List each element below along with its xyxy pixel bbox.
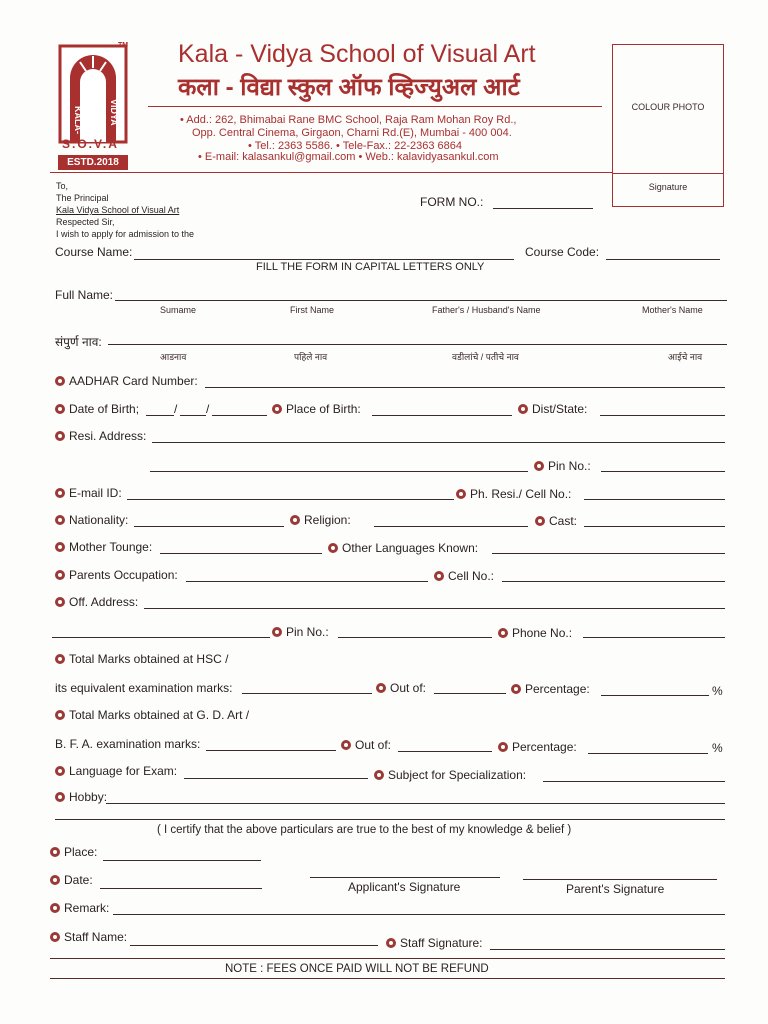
hsc-percentage-field[interactable] — [601, 694, 709, 696]
other-languages-row — [328, 541, 478, 555]
remark-label: Remark: — [64, 901, 110, 915]
dob-year-field[interactable] — [212, 414, 267, 416]
father-hindi-caption: वडीलांचे / पतीचे नाव — [452, 352, 519, 362]
aadhar-label: AADHAR Card Number: — [69, 374, 198, 388]
email-field[interactable] — [127, 498, 454, 500]
logo-sova: S.O.V.A — [62, 137, 119, 151]
note-divider-top — [50, 958, 725, 959]
parent-signature-label: Parent's Signature — [566, 882, 665, 896]
place-of-birth-row — [272, 402, 361, 416]
hsc-label: Total Marks obtained at HSC / — [69, 652, 229, 666]
pin-label: Pin No.: — [548, 459, 591, 473]
date-field[interactable] — [100, 887, 262, 889]
full-name-label: Full Name: — [55, 288, 114, 302]
mother-tounge-label: Mother Tounge: — [69, 540, 153, 554]
dob-row — [55, 402, 139, 416]
bullet-icon — [434, 571, 444, 581]
off-address-label: Off. Address: — [69, 595, 139, 609]
bullet-icon — [55, 376, 65, 386]
bullet-icon — [456, 489, 466, 499]
dob-month-field[interactable] — [180, 414, 206, 416]
other-languages-field[interactable] — [492, 552, 725, 554]
hobby-field-1[interactable] — [106, 802, 725, 804]
subject-spec-field[interactable] — [543, 780, 725, 782]
bullet-icon — [55, 597, 65, 607]
bullet-icon — [55, 431, 65, 441]
email-label: E-mail ID: — [69, 486, 122, 500]
remark-row — [50, 901, 109, 915]
out-of2-label: Out of: — [355, 738, 392, 752]
nationality-label: Nationality: — [69, 513, 129, 527]
off-address-field-2[interactable] — [52, 636, 270, 638]
percentage2-label: Percentage: — [512, 740, 577, 754]
course-code-field[interactable] — [606, 258, 720, 260]
nationality-row — [55, 513, 128, 527]
phone-line: • Tel.: 2363 5586. • Tele-Fax.: 22-2363 6864 — [248, 140, 463, 152]
course-name-field[interactable] — [134, 258, 514, 260]
cast-field[interactable] — [584, 525, 725, 527]
school-title-english: Kala - Vidya School of Visual Art — [178, 40, 536, 68]
mother-hindi-caption: आईचे नाव — [668, 352, 703, 362]
title-divider — [148, 106, 602, 107]
phone-field[interactable] — [583, 636, 725, 638]
place-of-birth-label: Place of Birth: — [286, 402, 361, 416]
bullet-icon — [341, 740, 351, 750]
mother-tounge-field[interactable] — [160, 552, 322, 554]
bullet-icon — [272, 627, 282, 637]
religion-row — [290, 513, 351, 527]
gd-art-label: Total Marks obtained at G. D. Art / — [69, 708, 250, 722]
bullet-icon — [55, 654, 65, 664]
bullet-icon — [50, 875, 60, 885]
parent-signature-field[interactable] — [523, 878, 717, 880]
bullet-icon — [50, 932, 60, 942]
ph-resi-label: Ph. Resi./ Cell No.: — [470, 487, 572, 501]
cell-label: Cell No.: — [448, 569, 495, 583]
school-logo — [58, 44, 128, 174]
staff-signature-field[interactable] — [490, 948, 725, 950]
pin-row — [534, 459, 591, 473]
pin2-label: Pin No.: — [286, 625, 329, 639]
percentage-label: Percentage: — [525, 682, 590, 696]
applicant-signature-field[interactable] — [310, 876, 500, 878]
letter-school: Kala Vidya School of Visual Art — [56, 205, 180, 215]
parents-occupation-field[interactable] — [186, 580, 428, 582]
out-of-row — [376, 681, 426, 695]
subject-spec-row — [374, 768, 526, 782]
staff-name-row — [50, 930, 127, 944]
dob-day-field[interactable] — [146, 414, 174, 416]
bullet-icon — [498, 628, 508, 638]
hobby-row — [55, 790, 107, 804]
dob-sep-1: / — [174, 402, 178, 416]
staff-signature-label: Staff Signature: — [400, 936, 483, 950]
cast-label: Cast: — [549, 514, 578, 528]
pin2-row — [272, 625, 329, 639]
bullet-icon — [55, 488, 65, 498]
aadhar-row — [55, 374, 198, 388]
percentage2-row — [498, 740, 577, 754]
bullet-icon — [328, 543, 338, 553]
ph-resi-row — [456, 487, 571, 501]
religion-field[interactable] — [374, 525, 528, 527]
bfa-out-of-field[interactable] — [398, 750, 492, 752]
address-line-2: Opp. Central Cinema, Girgaon, Charni Rd.(E), Mumbai - 400 004. — [192, 127, 512, 139]
other-languages-label: Other Languages Known: — [342, 541, 479, 555]
religion-label: Religion: — [304, 513, 351, 527]
bullet-icon — [55, 404, 65, 414]
resi-address-row — [55, 429, 146, 443]
course-code-label: Course Code: — [525, 245, 600, 259]
trademark-mark: TM — [118, 42, 129, 49]
hsc-row — [55, 652, 228, 666]
bullet-icon — [55, 710, 65, 720]
address-line-1: • Add.: 262, Bhimabai Rane BMC School, Raja Ram Mohan Roy Rd., — [180, 114, 517, 126]
cell-row — [434, 569, 494, 583]
phone-row — [498, 626, 572, 640]
surname-hindi-caption: आडनाव — [160, 352, 187, 362]
off-address-field-1[interactable] — [144, 607, 725, 609]
photo-divider — [613, 173, 723, 174]
school-title-hindi: कला - विद्या स्कुल ऑफ व्हिज्युअल आर्ट — [178, 74, 520, 101]
bullet-icon — [55, 570, 65, 580]
applicant-signature-label: Applicant's Signature — [348, 880, 461, 894]
bullet-icon — [55, 542, 65, 552]
date-row — [50, 873, 93, 887]
out-of2-row — [341, 738, 391, 752]
letter-apply: I wish to apply for admission to the — [56, 229, 195, 239]
dist-state-label: Dist/State: — [532, 402, 588, 416]
bfa-marks-field[interactable] — [206, 749, 336, 751]
bullet-icon — [272, 404, 282, 414]
out-of-label: Out of: — [390, 681, 427, 695]
bfa-percentage-field[interactable] — [588, 752, 708, 754]
aadhar-field[interactable] — [205, 386, 725, 388]
percentage-row — [511, 682, 590, 696]
first-name-hindi-caption: पहिले नाव — [294, 352, 328, 362]
logo-estd: ESTD.2018 — [58, 155, 128, 170]
note-divider-bottom — [50, 978, 725, 979]
pin2-field[interactable] — [338, 636, 492, 638]
bullet-icon — [376, 683, 386, 693]
place-row — [50, 845, 97, 859]
place-field[interactable] — [103, 859, 261, 861]
percent-sign-2: % — [712, 741, 723, 755]
resi-address-field-2[interactable] — [150, 470, 528, 472]
staff-signature-row — [386, 936, 483, 950]
course-name-label: Course Name: — [55, 245, 133, 259]
photo-label: COLOUR PHOTO — [631, 102, 705, 112]
hobby-label: Hobby: — [69, 790, 108, 804]
pin-field[interactable] — [601, 470, 725, 472]
ph-resi-field[interactable] — [584, 498, 725, 500]
letter-to: To, — [56, 181, 69, 191]
mother-tounge-row — [55, 540, 152, 554]
language-exam-row — [55, 764, 177, 778]
bullet-icon — [374, 770, 384, 780]
bullet-icon — [534, 461, 544, 471]
form-no-field[interactable] — [493, 207, 593, 209]
parents-occupation-label: Parents Occupation: — [69, 568, 178, 582]
place-of-birth-field[interactable] — [372, 414, 512, 416]
staff-name-field[interactable] — [130, 944, 378, 946]
bfa-label: B. F. A. examination marks: — [55, 737, 201, 751]
bullet-icon — [498, 742, 508, 752]
mother-name-caption: Mother's Name — [642, 305, 703, 315]
hsc-equiv-label: its equivalent examination marks: — [55, 681, 233, 695]
bullet-icon — [55, 792, 65, 802]
letter-respected: Respected Sir, — [56, 217, 115, 227]
hsc-marks-field[interactable] — [242, 692, 372, 694]
hsc-out-of-field[interactable] — [434, 692, 506, 694]
hobby-field-2[interactable] — [55, 818, 725, 820]
form-no-label: FORM NO.: — [420, 195, 484, 209]
dist-state-row — [518, 402, 587, 416]
father-husband-caption: Father's / Husband's Name — [432, 305, 541, 315]
bullet-icon — [290, 515, 300, 525]
remark-field[interactable] — [113, 913, 725, 915]
language-exam-label: Language for Exam: — [69, 764, 178, 778]
dob-sep-2: / — [206, 402, 210, 416]
staff-name-label: Staff Name: — [64, 930, 128, 944]
bullet-icon — [511, 684, 521, 694]
subject-spec-label: Subject for Specialization: — [388, 768, 527, 782]
dob-label: Date of Birth; — [69, 402, 140, 416]
svg-text:KALA-: KALA- — [73, 106, 83, 134]
bullet-icon — [386, 938, 396, 948]
bullet-icon — [50, 847, 60, 857]
signature-label: Signature — [648, 182, 688, 192]
bullet-icon — [50, 903, 60, 913]
full-name-hindi-field[interactable] — [108, 343, 727, 345]
dist-state-field[interactable] — [600, 414, 725, 416]
first-name-caption: First Name — [290, 305, 335, 315]
place-label: Place: — [64, 845, 98, 859]
resi-address-label: Resi. Address: — [69, 429, 147, 443]
language-exam-field[interactable] — [184, 777, 368, 779]
cast-row — [535, 514, 577, 528]
email-web-line: • E-mail: kalasankul@gmail.com • Web.: kalavidyasankul.com — [198, 151, 499, 163]
percent-sign: % — [712, 684, 723, 698]
capital-letters-instruction: FILL THE FORM IN CAPITAL LETTERS ONLY — [256, 261, 485, 273]
parents-occupation-row — [55, 568, 178, 582]
resi-address-field-1[interactable] — [152, 441, 725, 443]
bullet-icon — [535, 516, 545, 526]
letter-principal: The Principal — [56, 193, 109, 203]
colour-photo-box[interactable] — [612, 44, 724, 207]
bullet-icon — [55, 515, 65, 525]
gd-art-row — [55, 708, 249, 722]
full-name-field[interactable] — [115, 299, 727, 301]
svg-text:VIDYA: VIDYA — [109, 99, 119, 126]
nationality-field[interactable] — [134, 525, 284, 527]
surname-caption: Sumame — [160, 305, 197, 315]
certify-statement: ( I certify that the above particulars are true to the best of my knowledge & belief ) — [157, 824, 572, 836]
full-name-hindi-label: संपुर्ण नाव: — [55, 335, 102, 349]
bullet-icon — [518, 404, 528, 414]
bullet-icon — [55, 766, 65, 776]
phone-label: Phone No.: — [512, 626, 573, 640]
cell-field[interactable] — [502, 580, 725, 582]
date-label: Date: — [64, 873, 93, 887]
header-bottom-line — [50, 172, 612, 173]
fee-note: NOTE : FEES ONCE PAID WILL NOT BE REFUND — [225, 963, 489, 975]
off-address-row — [55, 595, 138, 609]
email-row — [55, 486, 122, 500]
